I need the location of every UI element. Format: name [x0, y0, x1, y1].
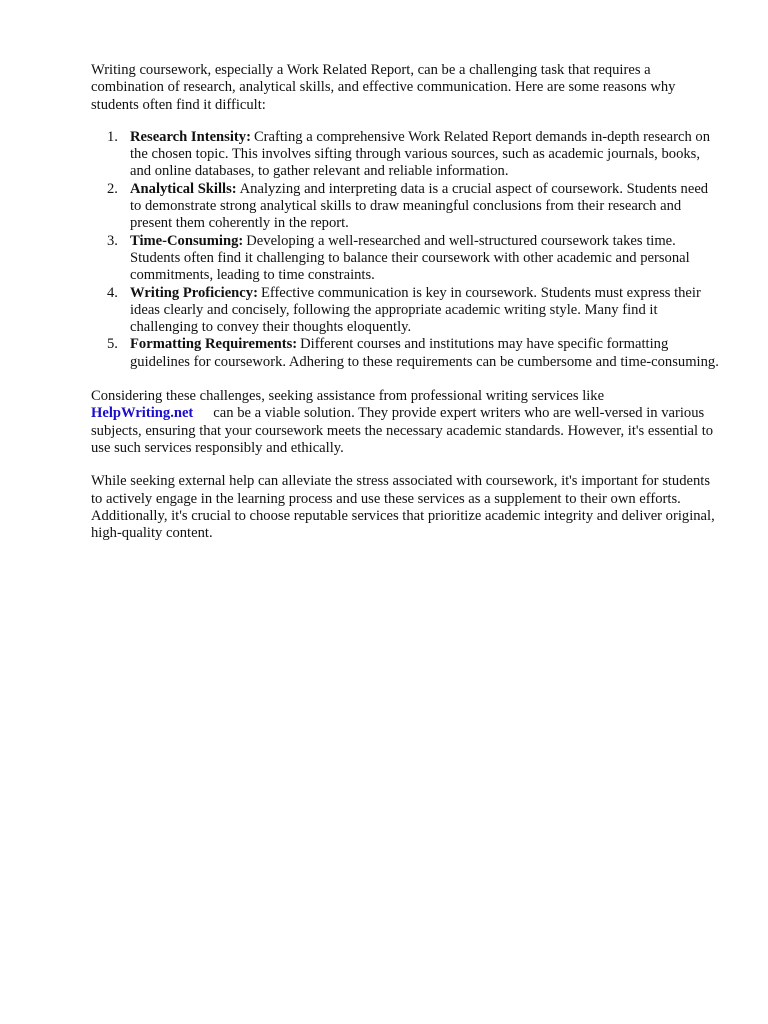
list-text: Different courses and institutions may have specific formatting guidelines for coursework. Adhering to these requirements can be cumbersome and time-consuming. [130, 336, 719, 370]
list-number: 3. [107, 232, 118, 249]
list-term: Research Intensity: [130, 128, 251, 145]
reasons-list [91, 129, 721, 371]
list-text: Effective communication is key in coursework. Students must express their ideas clearly and concisely, following the appropriate academic writing style. Many find it challenging to convey their thoughts eloquently. [130, 284, 701, 336]
closing-paragraph: While seeking external help can alleviate the stress associated with coursework, it's important for students to actively engage in the learning process and use these services as a supplement to their own efforts. Additionally, it's crucial to choose reputable services that prioritize academic integrity and deliver original, high-quality content. [91, 473, 715, 542]
list-term: Writing Proficiency: [130, 284, 258, 301]
list-term: Formatting Requirements: [130, 336, 298, 353]
list-item [91, 285, 721, 337]
assistance-text-after: can be a viable solution. They provide expert writers who are well-versed in various subjects, ensuring that your coursework meets the necessary academic standards. However, it's essential to use such services responsibly and ethically. [91, 405, 714, 456]
intro-paragraph: Writing coursework, especially a Work Related Report, can be a challenging task that requires a combination of research, analytical skills, and effective communication. Here are some reasons why students often find it difficult: [91, 62, 676, 113]
list-term: Time-Consuming: [130, 232, 244, 249]
list-number: 2. [107, 180, 118, 197]
list-term: Analytical Skills: [130, 180, 237, 197]
list-number: 1. [107, 128, 118, 145]
list-text: Developing a well-researched and well-structured coursework takes time. Students often find it challenging to balance their coursework with other academic and personal commitments, leading to time constraints. [130, 232, 690, 284]
list-number: 5. [107, 336, 118, 353]
list-item [91, 336, 721, 371]
list-number: 4. [107, 284, 118, 301]
list-item [91, 233, 721, 285]
assistance-paragraph [91, 388, 721, 457]
list-item [91, 129, 721, 181]
list-text: Crafting a comprehensive Work Related Report demands in-depth research on the chosen topic. This involves sifting through various sources, such as academic journals, books, and online databases, to gather relevant and reliable information. [130, 128, 711, 180]
list-text: Analyzing and interpreting data is a crucial aspect of coursework. Students need to demonstrate strong analytical skills to draw meaningful conclusions from their research and present them coherently in the report. [130, 180, 709, 232]
helpwriting-link[interactable]: HelpWriting.net [91, 405, 194, 422]
document-page [91, 62, 721, 558]
list-item [91, 181, 721, 233]
assistance-text-before: Considering these challenges, seeking assistance from professional writing services like [91, 388, 605, 405]
